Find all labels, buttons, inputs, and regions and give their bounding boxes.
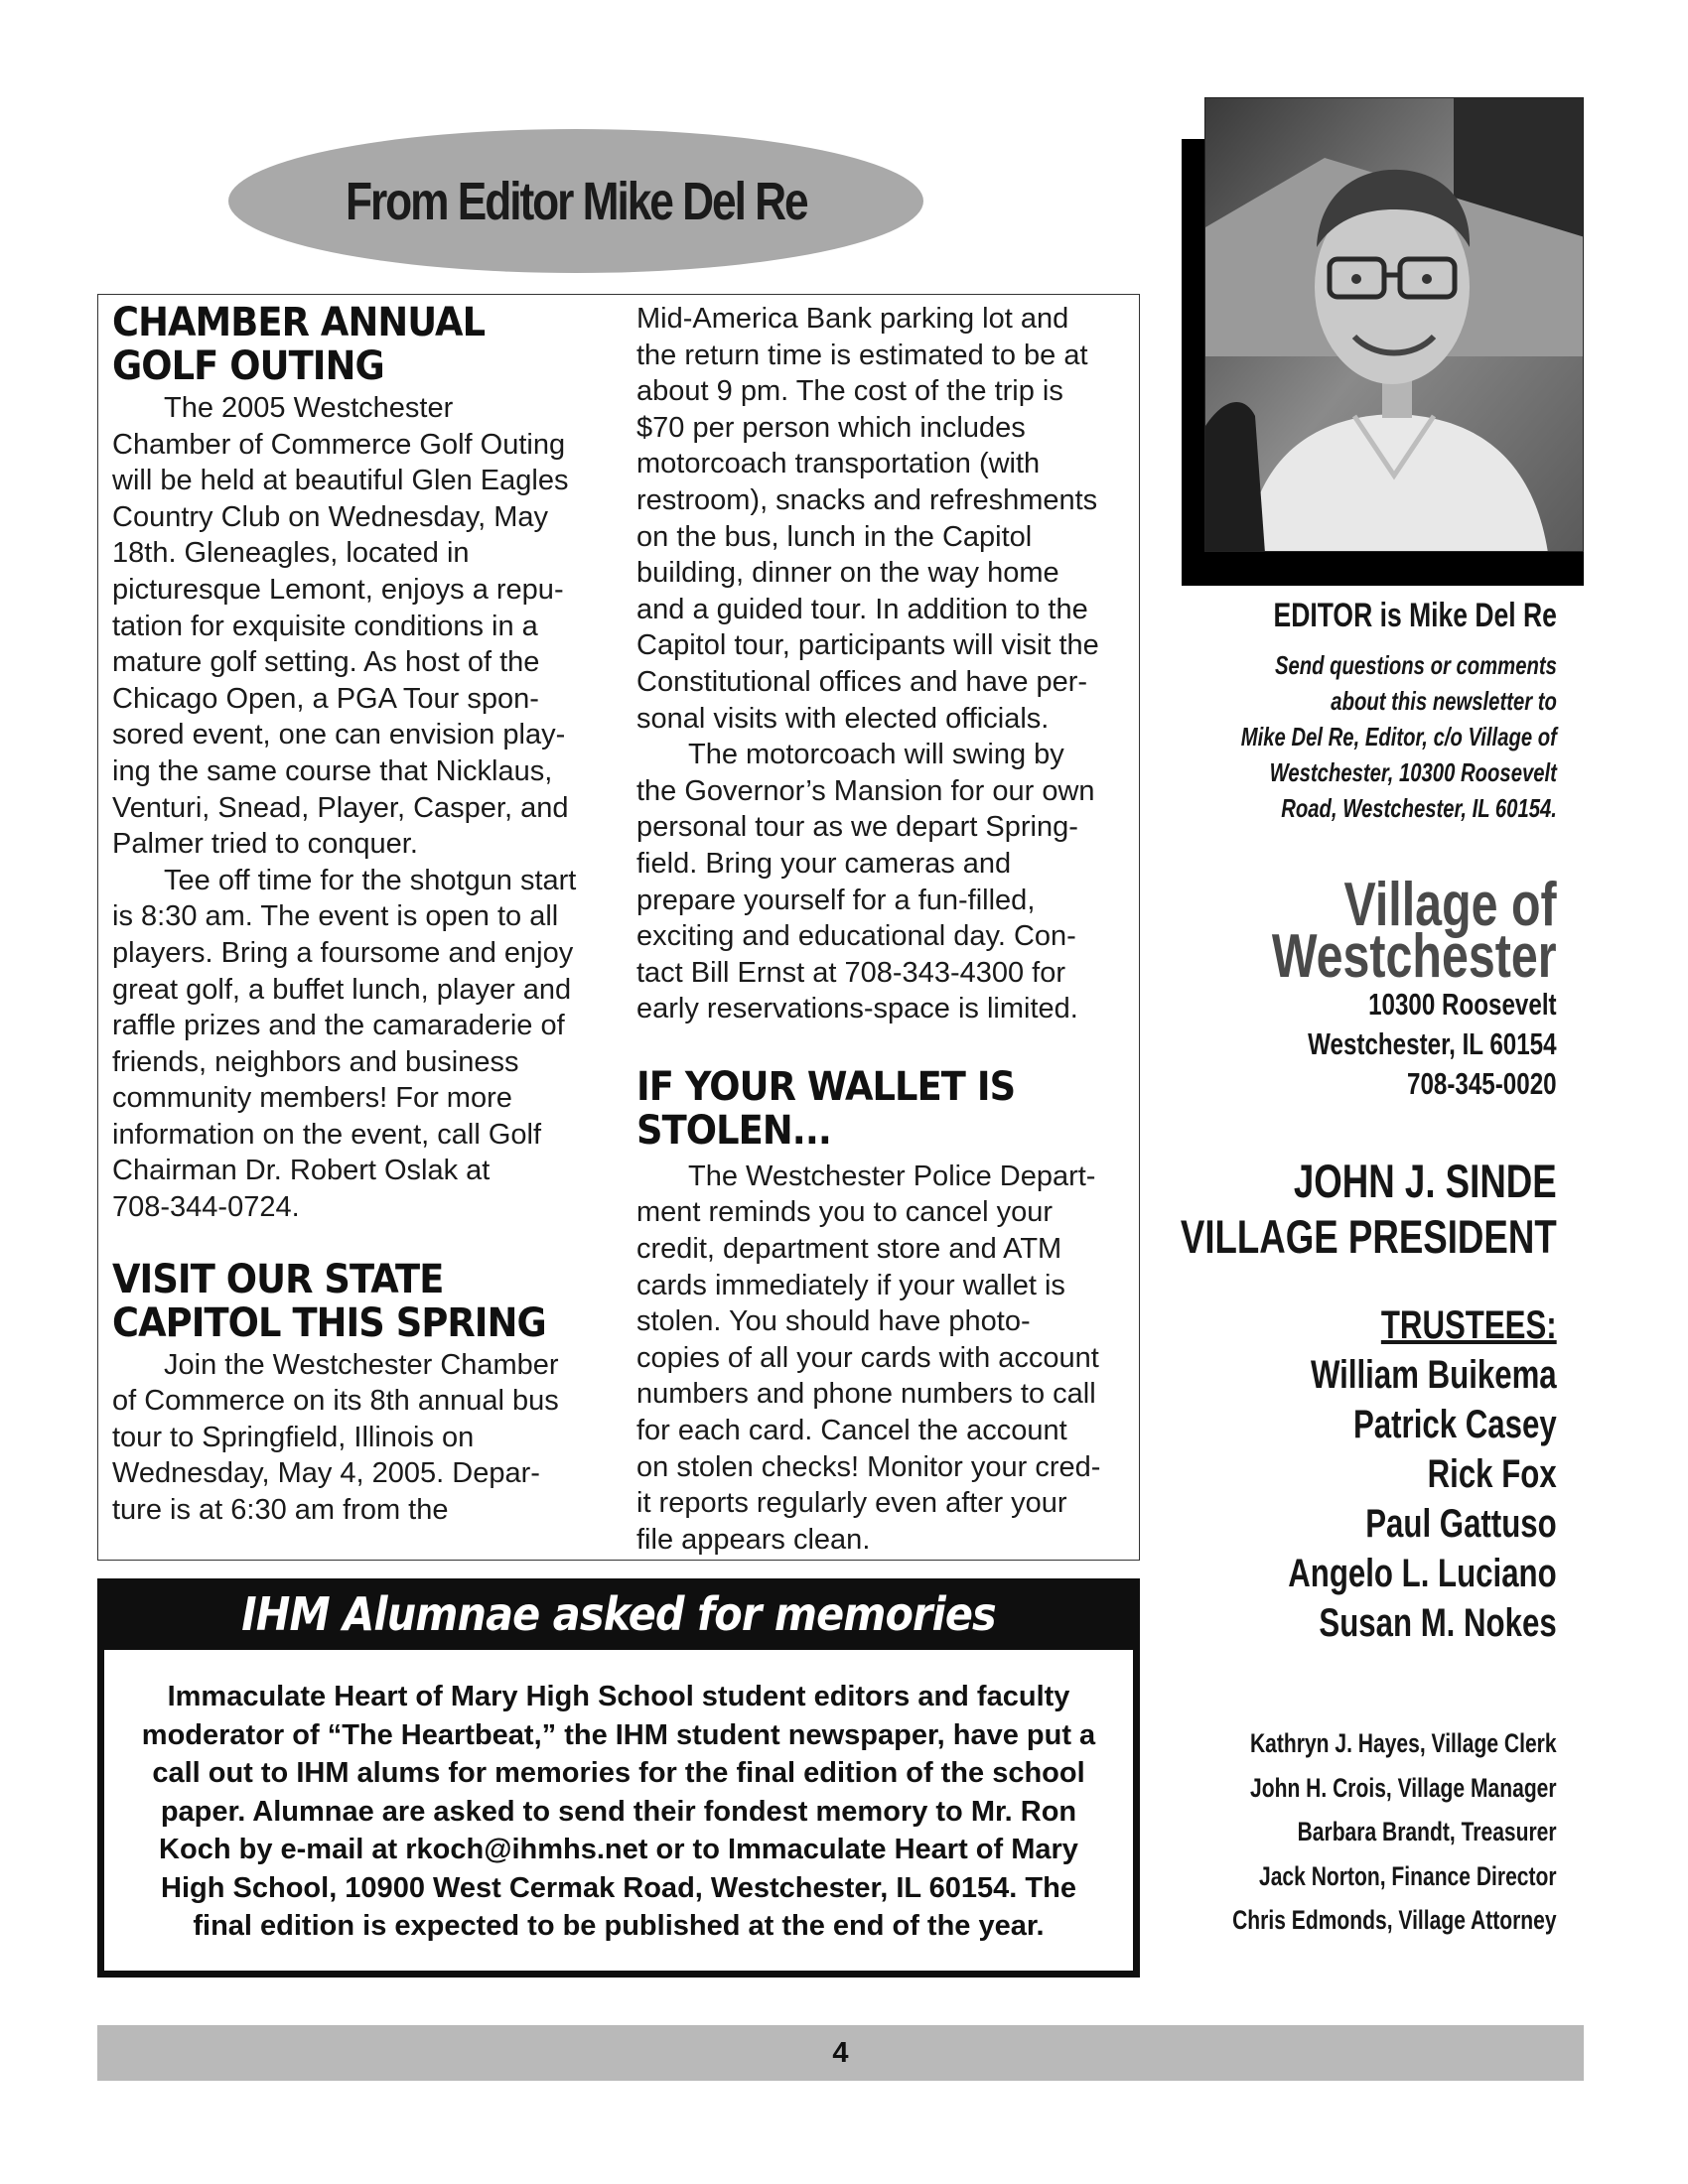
body-line: personal tour as we depart Spring- [636, 811, 1078, 844]
trustee-name: Susan M. Nokes [1319, 1601, 1557, 1645]
golf-headline [112, 301, 569, 388]
body-line: early reservations-space is limited. [636, 993, 1078, 1025]
ihm-line: call out to IHM alums for memories for the final edition of the school [152, 1757, 1085, 1789]
editor-banner [228, 129, 923, 273]
body-line: Mid-America Bank parking lot and [636, 303, 1069, 335]
body-line: Venturi, Snead, Player, Casper, and [112, 791, 569, 824]
president-line: VILLAGE PRESIDENT [1181, 1210, 1557, 1263]
president-block [1074, 1154, 1557, 1265]
body-line: and a guided tour. In addition to the [636, 593, 1088, 625]
page-number: 4 [832, 2036, 849, 2069]
trustee-name: Rick Fox [1427, 1452, 1557, 1496]
body-line: credit, department store and ATM [636, 1233, 1062, 1266]
body-line: for each card. Cancel the account [636, 1415, 1067, 1447]
official-line: Kathryn J. Hayes, Village Clerk [1250, 1728, 1557, 1758]
body-line: is 8:30 am. The event is open to all [112, 900, 559, 933]
body-line: Tee off time for the shotgun start [164, 864, 577, 896]
body-line: it reports regularly even after your [636, 1487, 1067, 1520]
trustee-name: William Buikema [1311, 1353, 1557, 1397]
ihm-title: IHM Alumnae asked for memories [241, 1587, 996, 1641]
golf-headline-line: CHAMBER ANNUAL [112, 300, 486, 345]
editor-photo [1204, 97, 1584, 552]
village-name-line: Village of [1343, 871, 1557, 939]
capitol-headline [112, 1258, 569, 1345]
body-line: Join the Westchester Chamber [164, 1348, 559, 1381]
ihm-header [97, 1578, 1140, 1650]
officials-block [1141, 1721, 1557, 1943]
editor-caption-block [1194, 596, 1557, 635]
footer-bar [97, 2025, 1584, 2081]
body-line: tation for exquisite conditions in a [112, 610, 538, 642]
send-questions-block [1152, 647, 1557, 826]
body-line: Chicago Open, a PGA Tour spon- [112, 682, 539, 715]
body-line: 708-344-0724. [112, 1191, 300, 1224]
body-line: The motorcoach will swing by [688, 739, 1064, 771]
body-line: community members! For more [112, 1082, 512, 1115]
article-column-right [636, 301, 1128, 1558]
ihm-body [97, 1650, 1140, 1978]
body-line: building, dinner on the way home [636, 557, 1059, 590]
capitol-headline-line: CAPITOL THIS SPRING [112, 1299, 546, 1346]
body-line: Wednesday, May 4, 2005. Depar- [112, 1457, 540, 1490]
body-line: the return time is estimated to be at [636, 339, 1088, 371]
ihm-line: Immaculate Heart of Mary High School student editors and faculty [167, 1681, 1070, 1712]
body-line: tour to Springfield, Illinois on [112, 1421, 475, 1453]
body-line: Palmer tried to conquer. [112, 828, 418, 861]
body-line: Constitutional offices and have per- [636, 665, 1088, 698]
capitol-headline-line: VISIT OUR STATE [112, 1256, 444, 1302]
ihm-line: High School, 10900 West Cermak Road, Westchester, IL 60154. The [161, 1871, 1076, 1904]
body-line: numbers and phone numbers to call [636, 1378, 1096, 1411]
body-line: ment reminds you to cancel your [636, 1196, 1054, 1229]
body-line: The 2005 Westchester [164, 392, 454, 424]
wallet-headline [636, 1065, 1088, 1153]
ihm-line: paper. Alumnae are asked to send their fondest memory to Mr. Ron [160, 1795, 1077, 1828]
address-line: Westchester, IL 60154 [1308, 1026, 1557, 1061]
send-line: Send questions or comments [1275, 650, 1557, 680]
official-line: Jack Norton, Finance Director [1259, 1860, 1557, 1891]
capitol-body-left [112, 1347, 609, 1529]
official-line: Barbara Brandt, Treasurer [1297, 1817, 1557, 1846]
address-line: 708-345-0020 [1407, 1066, 1557, 1101]
trustee-name: Paul Gattuso [1365, 1502, 1557, 1546]
body-line: raffle prizes and the camaraderie of [112, 1010, 565, 1042]
ihm-line: final edition is expected to be published at the end of the year. [193, 1910, 1045, 1942]
capitol-body-right [636, 301, 1128, 1027]
body-line: cards immediately if your wallet is [636, 1269, 1065, 1301]
article-column-left [112, 295, 609, 1529]
body-line: field. Bring your cameras and [636, 847, 1012, 880]
trustees-heading: TRUSTEES: [1381, 1303, 1557, 1347]
official-line: Chris Edmonds, Village Attorney [1232, 1905, 1557, 1935]
body-line: great golf, a buffet lunch, player and [112, 973, 572, 1006]
body-line: stolen. You should have photo- [636, 1305, 1031, 1338]
body-line: file appears clean. [636, 1523, 871, 1556]
send-line: Road, Westchester, IL 60154. [1281, 793, 1557, 823]
body-line: picturesque Lemont, enjoys a repu- [112, 573, 564, 606]
ihm-line: moderator of “The Heartbeat,” the IHM student newspaper, have put a [141, 1718, 1096, 1751]
body-line: sored event, one can envision play- [112, 719, 566, 751]
body-line: restroom), snacks and refreshments [636, 483, 1098, 516]
body-line: $70 per person which includes [636, 411, 1026, 444]
editor-portrait-image [1205, 98, 1584, 552]
body-line: motorcoach transportation (with [636, 448, 1041, 480]
golf-headline-line: GOLF OUTING [112, 343, 384, 389]
village-block [1192, 871, 1557, 1104]
body-line: of Commerce on its 8th annual bus [112, 1385, 559, 1418]
body-line: Chairman Dr. Robert Oslak at [112, 1155, 491, 1187]
body-line: prepare yourself for a fun-filled, [636, 884, 1036, 916]
body-line: about 9 pm. The cost of the trip is [636, 375, 1063, 408]
editor-banner-title: From Editor Mike Del Re [345, 171, 807, 231]
official-line: John H. Crois, Village Manager [1250, 1772, 1557, 1803]
golf-body [112, 390, 609, 1226]
send-line: about this newsletter to [1331, 686, 1557, 716]
trustee-name: Angelo L. Luciano [1288, 1552, 1557, 1595]
body-line: copies of all your cards with account [636, 1341, 1099, 1374]
president-line: JOHN J. SINDE [1294, 1155, 1557, 1207]
body-line: tact Bill Ernst at 708-343-4300 for [636, 956, 1066, 989]
body-line: the Governor’s Mansion for our own [636, 774, 1095, 807]
body-line: exciting and educational day. Con- [636, 920, 1076, 953]
body-line: ing the same course that Nicklaus, [112, 754, 553, 787]
body-line: players. Bring a foursome and enjoy [112, 936, 574, 969]
body-line: The Westchester Police Depart- [688, 1160, 1096, 1192]
village-name-line: Westchester [1272, 922, 1557, 991]
body-line: will be held at beautiful Glen Eagles [112, 465, 569, 497]
ihm-line: Koch by e-mail at rkoch@ihmhs.net or to Immaculate Heart of Mary [159, 1834, 1078, 1865]
trustee-name: Patrick Casey [1353, 1403, 1557, 1446]
body-line: ture is at 6:30 am from the [112, 1494, 449, 1527]
wallet-body [636, 1159, 1128, 1559]
send-line: Mike Del Re, Editor, c/o Village of [1240, 722, 1557, 751]
body-line: sonal visits with elected officials. [636, 702, 1050, 735]
body-line: Country Club on Wednesday, May [112, 500, 548, 533]
body-line: Chamber of Commerce Golf Outing [112, 428, 566, 461]
articles-box [97, 294, 1140, 1561]
body-line: mature golf setting. As host of the [112, 646, 540, 679]
body-line: friends, neighbors and business [112, 1045, 519, 1078]
address-line: 10300 Roosevelt [1368, 987, 1557, 1022]
send-line: Westchester, 10300 Roosevelt [1269, 757, 1557, 787]
trustees-block [1212, 1300, 1557, 1648]
body-line: on the bus, lunch in the Capitol [636, 520, 1033, 553]
body-line: 18th. Gleneagles, located in [112, 537, 470, 570]
body-line: on stolen checks! Monitor your cred- [636, 1450, 1101, 1483]
wallet-headline-line: IF YOUR WALLET IS [636, 1063, 1016, 1110]
wallet-headline-line: STOLEN... [636, 1107, 831, 1154]
body-line: information on the event, call Golf [112, 1118, 542, 1151]
body-line: Capitol tour, participants will visit the [636, 629, 1099, 662]
editor-caption: EDITOR is Mike Del Re [1273, 597, 1557, 634]
